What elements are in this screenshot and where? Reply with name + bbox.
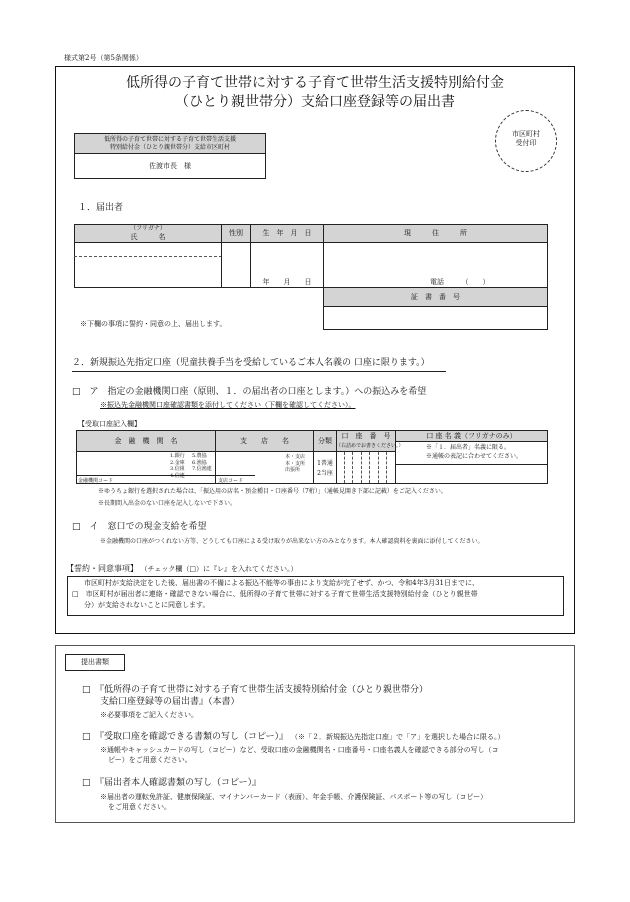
cert-label: 証 書 番 号 [411, 293, 460, 301]
cert-input-cell[interactable] [323, 306, 548, 330]
branch-code-divider [215, 475, 255, 476]
account-number-label: 口 座 番 号 [341, 432, 391, 440]
doc1-title2: 支給口座登録等の届出書』（本書） [100, 697, 240, 707]
furigana-divider [74, 256, 222, 257]
addressee-mayor: 佐渡市長 様 [149, 162, 191, 170]
bank-code-divider [76, 475, 216, 476]
gender-label: 性別 [229, 229, 243, 237]
option-i[interactable]: □ イ 窓口での現金支給を希望 [72, 522, 207, 532]
bank-types: 1.銀行 2.金庫 3.信組 4.信連 [170, 453, 185, 479]
reception-stamp-label [495, 130, 557, 148]
option-i-note: ※金融機関の口座がつくれない方等、どうしても口座による受け取りが出来ない方のみとなります。本人確認資料を裏面に添付してください。 [100, 538, 484, 545]
doc3-title[interactable]: □ 『届出者本人確認書類の写し（コピー）』 [82, 778, 262, 788]
section2-heading: ２．新規振込先指定口座（児童扶養手当を受給しているご本人名義の 口座に限ります。） [72, 358, 430, 368]
phone-label: 電話 （ ） [430, 278, 490, 286]
birth-ymd: 年 月 日 [262, 278, 312, 286]
birth-label: 生 年 月 日 [262, 229, 312, 237]
doc2-note2: ピー）をご用意ください。 [108, 756, 192, 764]
addressee-text [74, 136, 266, 151]
doc1-title1[interactable]: □ 『低所得の子育て世帯に対する子育て世帯生活支援特別給付金（ひとり親世帯分） [82, 685, 429, 695]
gender-input-cell[interactable] [221, 242, 251, 288]
form-title-line2: （ひとり親世帯分）支給口座登録等の届出書 [175, 93, 455, 110]
bank-types-2: 5.農協 6.漁協 7.信漁連 [192, 453, 212, 472]
account-section-label: 【受取口座記入欄】 [78, 420, 141, 428]
option-a-note: ※振込先金融機関口座確認書類を添付してください（下欄を確認してください）。 [100, 401, 356, 409]
pledge-line1: 市区町村が支給決定をした後、届出書の不備による振込不能等の事由により支給が完了せず、かつ、令和4年3月31日までに、 [84, 579, 479, 587]
account-number-sub: （右詰めでお書きください。） [336, 443, 404, 449]
addressee-line1: 低所得の子育て世帯に対する子育て世帯生活支援 [103, 136, 236, 143]
doc3-note1: ※届出者の運転免許証、健康保険証、マイナンバーカード（表面）、年金手帳、介護保険証、パスポート等の写し（コピー） [100, 793, 488, 801]
name-input-cell[interactable] [74, 242, 222, 288]
pledge-heading-text: 【誓約・同意事項】 [66, 564, 138, 573]
stamp-line1: 市区町村 [512, 130, 540, 138]
doc2-note1: ※通帳やキャッシュカードの写し（コピー）など、受取口座の金融機関名・口座番号・口座名義人を確認できる部分の写し（コ [100, 746, 499, 754]
documents-label: 提出書類 [81, 658, 109, 666]
bank-code-label: 金融機関コード [78, 478, 114, 484]
holder-input-cell[interactable] [395, 464, 548, 484]
account-number-cell[interactable] [336, 451, 396, 484]
long-term-note: ※長期間入出金のない口座を記入しないで下さい。 [98, 500, 237, 507]
pledge-heading [66, 564, 297, 574]
consent-note: ※下欄の事項に誓約・同意の上、届出します。 [80, 320, 227, 328]
bank-label: 金 融 機 関 名 [114, 437, 178, 445]
furigana-label: （フリガナ） [130, 225, 166, 232]
doc3-note2: をご用意ください。 [108, 803, 171, 811]
form-number: 様式第2号（第5条関係） [64, 54, 143, 62]
pledge-line3: 分）が支給されないことに同意します。 [84, 601, 210, 609]
doc2-title[interactable] [82, 732, 505, 744]
pledge-line2[interactable]: □ 市区町村が届出者に連絡・確認できない場合に、低所得の子育て世帯に対する子育て世帯生活支援特別給付金（ひとり親世帯 [72, 590, 478, 598]
holder-note1: ※「１．届出者」名義に限る。 [426, 444, 511, 451]
pledge-heading-note: （チェック欄（□）に『レ』を入れてください。） [140, 565, 298, 573]
addressee-line2: 特別給付金（ひとり親世帯分）支給市区町村 [109, 143, 230, 151]
name-label: 氏 名 [130, 233, 166, 241]
section1-heading: １．届出者 [78, 203, 124, 213]
type-label: 分類 [318, 437, 332, 445]
yucho-note: ※ゆうちょ銀行を選択された場合は、「振込用の店名・預金種目・口座番号（7桁）」（通帳見開き下部に記載）をご記入ください。 [98, 488, 447, 495]
stamp-line2: 受付印 [515, 139, 537, 148]
section2-underline [72, 371, 446, 372]
holder-note2: ※通帳の表記に合わせてください。 [426, 453, 523, 460]
form-title [55, 74, 575, 112]
option-a[interactable]: □ ア 指定の金融機関口座（原則、１．の届出者の口座とします。）への振込みを希望 [72, 387, 427, 397]
holder-label: 口 座 名 義（フリガナのみ） [426, 432, 517, 440]
doc1-note: ※必要事項をご記入ください。 [100, 711, 198, 719]
branch-code-label: 支店コード [218, 478, 244, 484]
address-label: 現 住 所 [404, 229, 467, 237]
branch-label: 支 店 名 [240, 437, 289, 445]
form-title-line1: 低所得の子育て世帯に対する子育て世帯生活支援特別給付金 [126, 75, 504, 91]
branch-types: 本・支店 本・支所 出張所 [285, 454, 306, 473]
account-types: 1普通 2当座 [317, 460, 333, 477]
doc2-aside: （※「２．新規振込先指定口座」で「ア」を選択した場合に限る。） [291, 733, 505, 741]
doc2-title-text: □ 『受取口座を確認できる書類の写し（コピー）』 [82, 732, 289, 742]
